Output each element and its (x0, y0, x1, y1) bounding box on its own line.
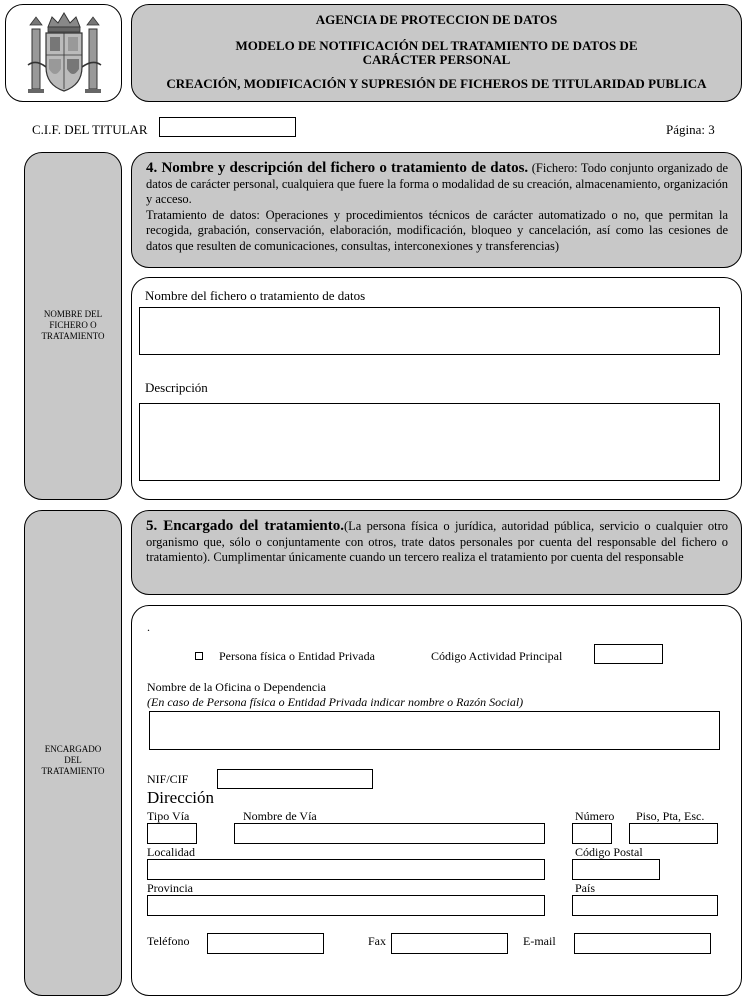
pais-label: País (575, 881, 596, 895)
section5-header-box (131, 510, 742, 595)
nif-cif-input[interactable] (217, 769, 373, 789)
header-title-box (131, 4, 742, 102)
provincia-label: Provincia (147, 881, 193, 895)
nombre-fichero-input[interactable] (139, 307, 720, 355)
provincia-input[interactable] (147, 895, 545, 916)
localidad-label: Localidad (147, 845, 195, 859)
persona-fisica-checkbox[interactable] (195, 652, 203, 660)
codigo-postal-label: Código Postal (575, 845, 643, 859)
page-number: Página: 3 (666, 122, 715, 137)
oficina-label: Nombre de la Oficina o Dependencia (147, 680, 326, 694)
form-subtitle: CREACIÓN, MODIFICACIÓN Y SUPRESIÓN DE FICHEROS DE TITULARIDAD PUBLICA (166, 76, 707, 91)
section5-desc: (La persona física o jurídica, autoridad pública, servicio o cualquier otro organismo que, sólo o conjuntamente con otros, trate datos personales por cuenta del responsable del fichero o tratamiento). Cumplimentar únicamente cuando un tercero realiza el tratamiento por cuenta del responsable (146, 519, 729, 564)
piso-input[interactable] (629, 823, 718, 844)
cif-input[interactable] (159, 117, 296, 137)
model-title: MODELO DE NOTIFICACIÓN DEL TRATAMIENTO DE DATOS DE CARÁCTER PERSONAL (235, 38, 638, 67)
section4-title: 4. Nombre y descripción del fichero o tratamiento de datos. (146, 160, 529, 176)
descripcion-input[interactable] (139, 403, 720, 481)
descripcion-label: Descripción (145, 380, 208, 395)
logo-box (5, 4, 122, 102)
piso-label: Piso, Pta, Esc. (636, 809, 705, 823)
numero-input[interactable] (572, 823, 612, 844)
email-input[interactable] (574, 933, 711, 954)
codigo-actividad-label: Código Actividad Principal (431, 649, 563, 663)
section4-side-panel (24, 152, 122, 500)
telefono-label: Teléfono (147, 934, 190, 948)
nif-cif-label: NIF/CIF (147, 772, 189, 786)
section5-side-panel (24, 510, 122, 996)
section5-title: 5. Encargado del tratamiento. (146, 518, 344, 534)
section4-side-label: NOMBRE DEL FICHERO O TRATAMIENTO (41, 309, 105, 341)
section5-description (146, 519, 728, 566)
numero-label: Número (575, 809, 615, 823)
section4-header-box (131, 152, 742, 268)
cif-label: C.I.F. DEL TITULAR (32, 122, 148, 137)
section5-dot: . (147, 620, 150, 634)
direccion-label: Dirección (147, 788, 215, 807)
localidad-input[interactable] (147, 859, 545, 880)
telefono-input[interactable] (207, 933, 324, 954)
oficina-input[interactable] (149, 711, 720, 750)
section4-desc1: (Fichero: Todo conjunto organizado de datos de carácter personal, cualquiera que fuere la forma o modalidad de su creación, almacenamiento, organización y acceso. (146, 161, 729, 206)
tipo-via-input[interactable] (147, 823, 197, 844)
oficina-hint: (En caso de Persona física o Entidad Privada indicar nombre o Razón Social) (147, 695, 524, 709)
email-label: E-mail (523, 934, 556, 948)
agency-title: AGENCIA DE PROTECCION DE DATOS (315, 12, 558, 27)
coat-of-arms-icon (6, 5, 123, 103)
tipo-via-label: Tipo Vía (147, 809, 190, 823)
section5-side-label: ENCARGADO DEL TRATAMIENTO (41, 744, 105, 776)
nombre-via-input[interactable] (234, 823, 545, 844)
persona-fisica-label: Persona física o Entidad Privada (219, 649, 375, 663)
nombre-via-label: Nombre de Vía (243, 809, 317, 823)
section4-description (146, 161, 728, 254)
nombre-fichero-label: Nombre del fichero o tratamiento de datos (145, 288, 366, 303)
section4-desc2: Tratamiento de datos: Operaciones y procedimientos técnicos de carácter automatizado o no, que permitan la recogida, grabación, conservación, elaboración, modificación, bloqueo y cancelación, así como las cesiones de datos que resulten de comunicaciones, consultas, interconexiones y transferencias) (146, 207, 728, 253)
codigo-actividad-input[interactable] (594, 644, 663, 664)
fax-label: Fax (368, 934, 386, 948)
codigo-postal-input[interactable] (572, 859, 660, 880)
pais-input[interactable] (572, 895, 718, 916)
fax-input[interactable] (391, 933, 508, 954)
